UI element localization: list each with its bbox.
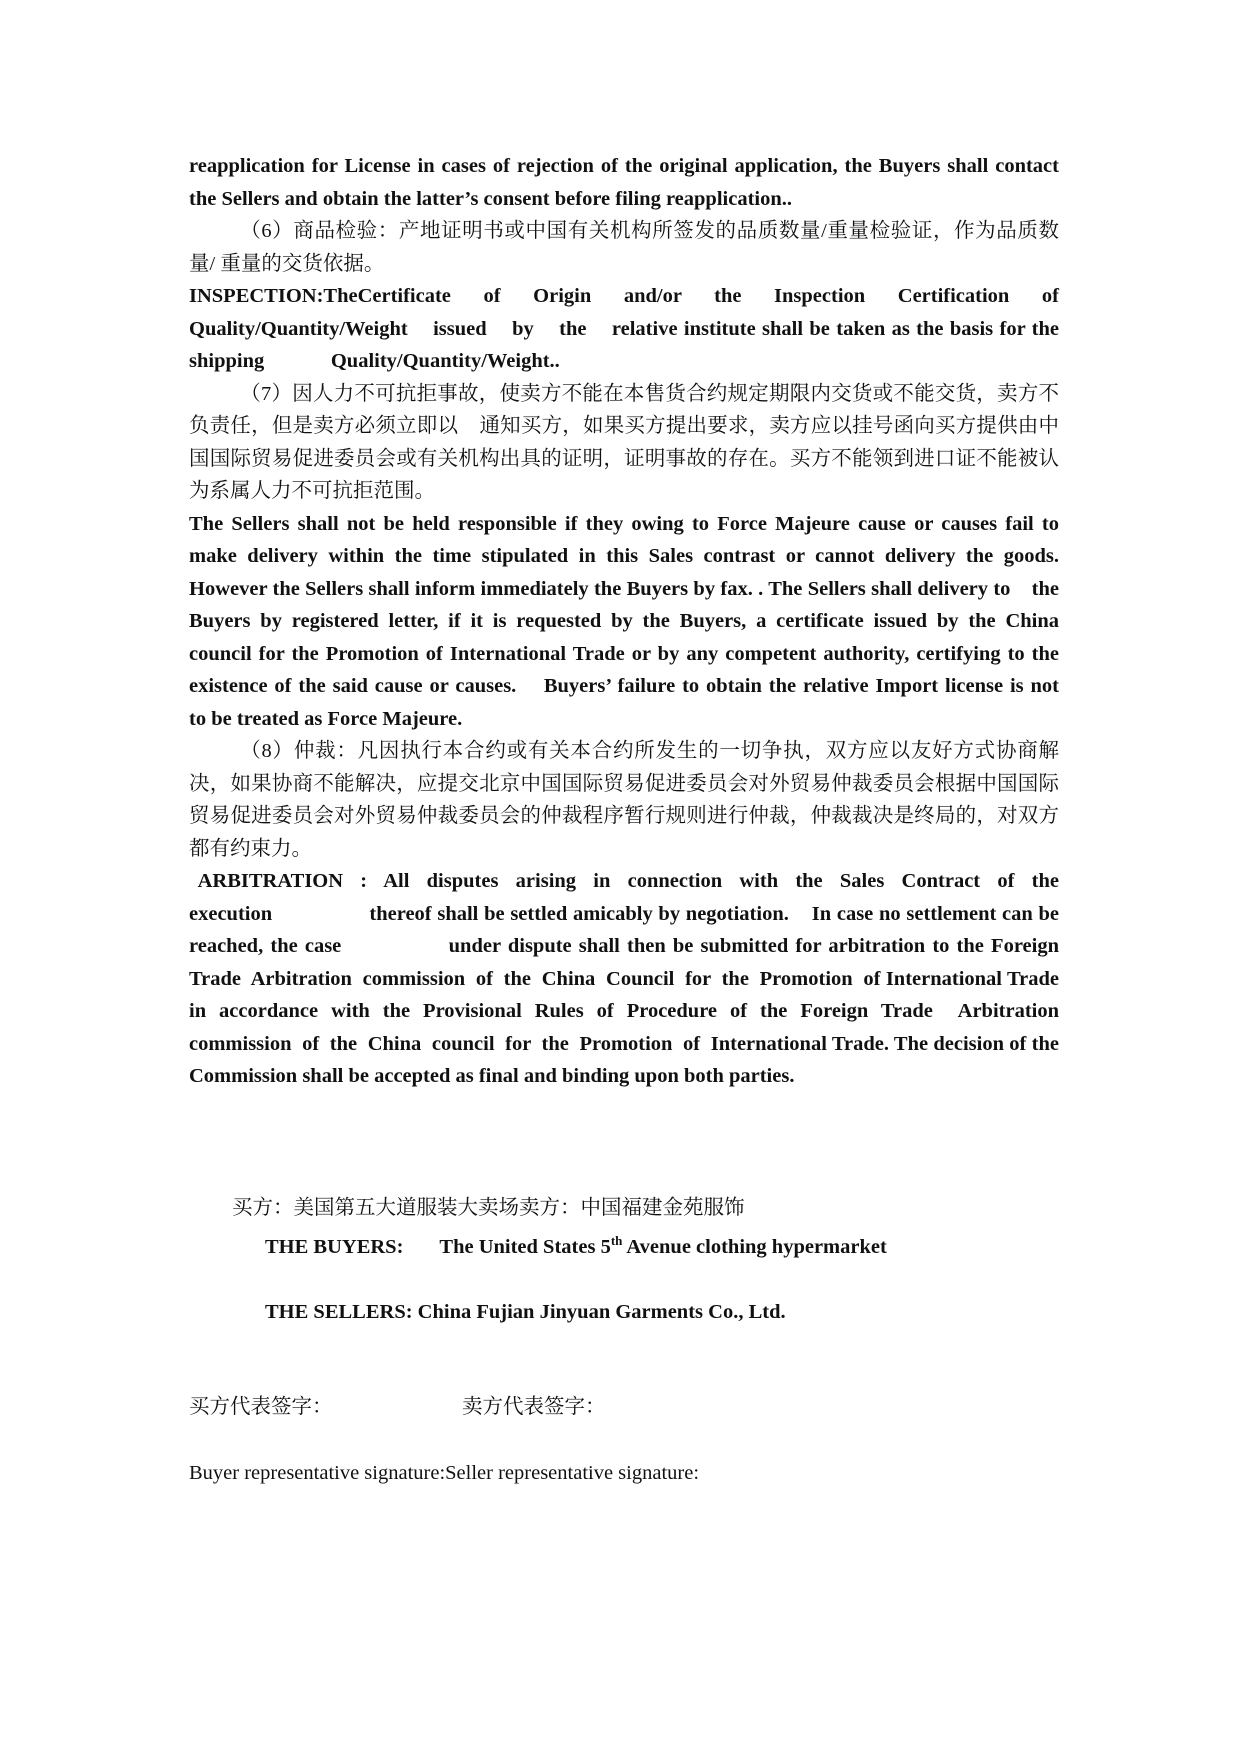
clause-8-en: ARBITRATION : All disputes arising in connection with the Sales Contract of the execution thereof shall be settled amicably by negotiation. In case no settlement can be reached, the case under dispute shall then be submitted for arbitration to the Foreign Trade Arbitration commission of the China Council for the Promotion of International Trade in accordance with the Provisional Rules of Procedure of the Foreign Trade Arbitration commission of the China council for the Promotion of International Trade. The decision of the Commission shall be accepted as final and binding upon both parties. xyxy=(189,870,1070,1087)
contract-body xyxy=(189,150,1080,1093)
buyers-name: The United States 5th Avenue clothing hypermarket xyxy=(439,1233,887,1258)
buyers-line xyxy=(265,1232,887,1262)
buyers-label: THE BUYERS: xyxy=(265,1236,404,1258)
clause-6-en: INSPECTION:TheCertificate of Origin and/or the Inspection Certification of Quality/Quantity/Weight issued by the relative institute shall be taken as the basis for the shipping Quality/Quantity/Weight.. xyxy=(189,285,1065,372)
signature-en-line: Buyer representative signature:Seller representative signature: xyxy=(189,1462,700,1484)
buyer-signature-zh: 买方代表签字： xyxy=(189,1396,333,1418)
clause-8-zh: （8）仲裁：凡因执行本合约或有关本合约所发生的一切争执，双方应以友好方式协商解决，如果协商不能解决，应提交北京中国国际贸易促进委员会对外贸易仲裁委员会根据中国国际贸易促进委员会对外贸易仲裁委员会的仲裁程序暂行规则进行仲裁，仲裁裁决是终局的，对双方都有约束力。 xyxy=(189,740,1059,860)
clause-5-tail-en: reapplication for License in cases of rejection of the original application, the Buyers shall contact the Sellers and obtain the latter’s consent before filing reapplication.. xyxy=(189,155,1059,210)
parties-zh-line: 买方：美国第五大道服装大卖场卖方：中国福建金苑服饰 xyxy=(232,1197,745,1219)
clause-7-en: The Sellers shall not be held responsible if they owing to Force Majeure cause or causes fail to make delivery within the time stipulated in this Sales contrast or cannot delivery the goods. However the Sellers shall inform immediately the Buyers by fax. . The Sellers shall delivery to the Buyers by registered letter, if it is requested by the Buyers, a certificate issued by the China council for the Promotion of International Trade or by any competent authority, certifying to the existence of the said cause or causes. Buyers’ failure to obtain the relative Import license is not to be treated as Force Majeure. xyxy=(189,512,1080,730)
seller-signature-zh: 卖方代表签字： xyxy=(462,1396,606,1418)
clause-7-zh: （7）因人力不可抗拒事故，使卖方不能在本售货合约规定期限内交货或不能交货，卖方不负责任，但是卖方必须立即以 通知买方，如果买方提出要求，卖方应以挂号函向买方提供由中国国际贸易促进委员会或有关机构出具的证明，证明事故的存在。买方不能领到进口证不能被认为系属人力不可抗拒范围。 xyxy=(189,382,1059,502)
sellers-line: THE SELLERS: China Fujian Jinyuan Garments Co., Ltd. xyxy=(265,1301,786,1323)
clause-6-zh: （6）商品检验：产地证明书或中国有关机构所签发的品质数量/重量检验证，作为品质数量/ 重量的交货依据。 xyxy=(189,220,1059,275)
